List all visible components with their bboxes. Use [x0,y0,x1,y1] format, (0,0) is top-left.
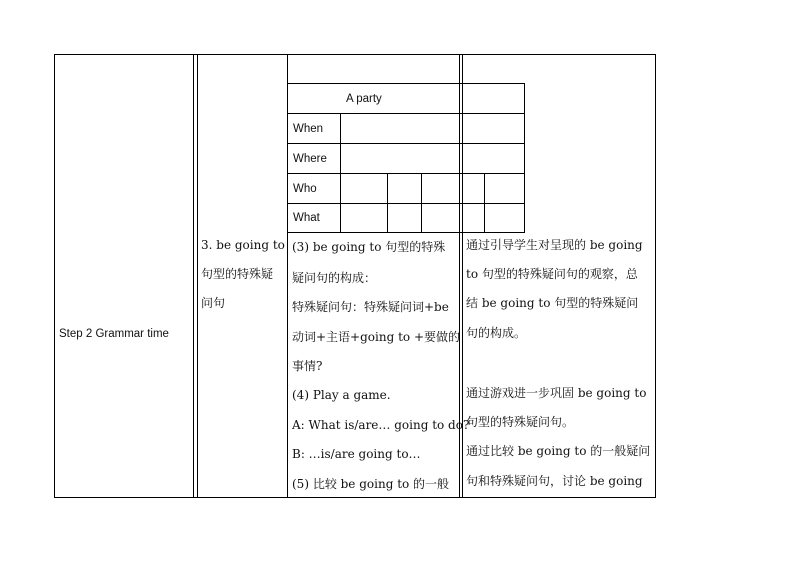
party-table-line [484,173,485,233]
purpose-line: 句的构成。 [466,326,527,340]
party-table-line [287,232,525,233]
purpose-line: 通过引导学生对呈现的 be going [466,238,643,252]
party-table-line [421,173,422,233]
activity-line: B: …is/are going to… [292,447,421,461]
party-row-label: Where [293,153,327,165]
table-border-bottom [54,497,656,498]
party-row-label: Who [293,183,317,195]
table-border-left [54,54,55,498]
activity-line: A: What is/are… going to do? [292,418,470,432]
purpose-line: 句型的特殊疑问句。 [466,415,575,429]
purpose-line: to 句型的特殊疑问句的观察，总 [466,267,638,281]
party-row-label: When [293,123,324,135]
activity-line: 事情? [292,359,323,373]
column-divider-3 [287,54,288,498]
activity-line: 动词+主语+going to +要做的 [292,330,460,344]
purpose-line: 通过比较 be going to 的一般疑问 [466,444,651,458]
column-divider-2 [197,54,198,498]
party-table-line [287,113,525,114]
subtopic-line: 问句 [201,296,226,310]
party-table-line [287,83,525,84]
party-table-line [287,173,525,174]
activity-line: (4) Play a game. [292,388,391,402]
party-table-line [287,203,525,204]
activity-line: (3) be going to 句型的特殊 [292,240,446,254]
column-divider-1 [193,54,194,498]
party-table-title: A party [346,93,382,105]
table-border-top [54,54,656,55]
purpose-line: 通过游戏进一步巩固 be going to [466,386,647,400]
party-row-label: What [293,212,320,224]
party-table-line [340,113,341,233]
party-table-line [387,173,388,233]
purpose-line: 句和特殊疑问句，讨论 be going [466,474,643,488]
subtopic-line: 句型的特殊疑 [201,267,274,281]
purpose-line: 结 be going to 句型的特殊疑问 [466,296,639,310]
activity-line: 疑问句的构成： [292,271,377,285]
party-table-line [524,83,525,233]
activity-line: 特殊疑问句：特殊疑问词+be [292,300,449,314]
table-border-right [655,54,656,498]
subtopic-line: 3. be going to [201,238,285,252]
activity-line: (5) 比较 be going to 的一般 [292,477,450,491]
party-table-line [287,143,525,144]
step-label: Step 2 Grammar time [59,328,169,340]
